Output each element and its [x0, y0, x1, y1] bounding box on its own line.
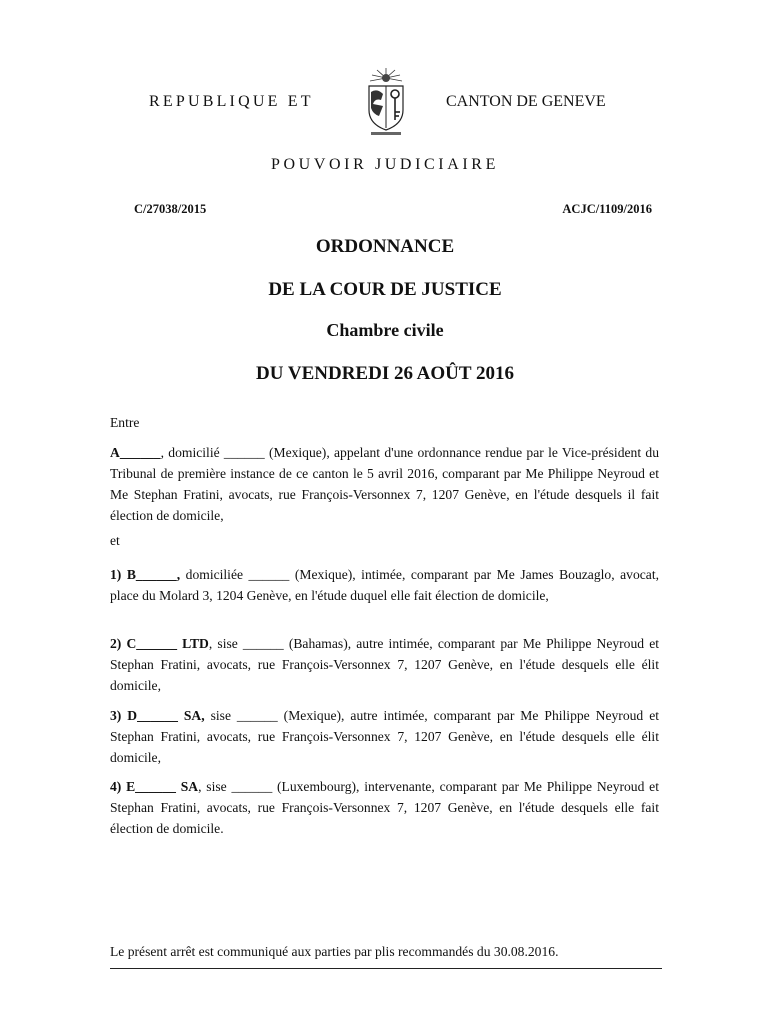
party-c-name: 2) C______ LTD: [110, 636, 209, 651]
party-e-paragraph: [110, 776, 659, 839]
title-ordonnance: ORDONNANCE: [315, 236, 455, 257]
party-b-name: 1) B______,: [110, 567, 181, 582]
geneva-coat-of-arms-icon: [361, 66, 411, 138]
party-d-paragraph: [110, 705, 659, 768]
party-c-paragraph: [110, 633, 659, 696]
party-b-paragraph: [110, 564, 659, 606]
header-republique-et: REPUBLIQUE ET: [149, 93, 314, 110]
title-chambre-civile: Chambre civile: [326, 320, 444, 340]
party-b-text: domiciliée ______ (Mexique), intimée, comparant par Me James Bouzaglo, avocat, place du Molard 3, 1204 Genève, en l'étude duquel elle fait élection de domicile,: [110, 567, 660, 603]
case-reference: C/27038/2015: [134, 202, 207, 216]
party-c-text: , sise ______ (Bahamas), autre intimée, comparant par Me Philippe Neyroud et Stephan Fratini, avocats, rue François-Versonnex 7, 1207 Genève, en l'étude desquels elle élit domicile,: [110, 636, 660, 693]
party-a-paragraph: [110, 442, 659, 526]
decision-reference: ACJC/1109/2016: [562, 202, 652, 216]
party-a-text: , domicilié ______ (Mexique), appelant d'une ordonnance rendue par le Vice-président du Tribunal de première instance de ce canton le 5 avril 2016, comparant par Me Philippe Neyroud et Me Stephan Fratini, avocats, rue François-Versonnex 7, 1207 Genève, en l'étude desquels il fait élection de domicile,: [110, 445, 659, 523]
footer-communication-note: Le présent arrêt est communiqué aux parties par plis recommandés du 30.08.2016.: [110, 944, 559, 959]
title-date: DU VENDREDI 26 AOÛT 2016: [256, 363, 514, 384]
party-d-text: sise ______ (Mexique), autre intimée, comparant par Me Philippe Neyroud et Stephan Fratini, avocats, rue François-Versonnex 7, 1207 Genève, en l'étude desquels elle élit domicile,: [110, 708, 659, 765]
party-d-name: 3) D______ SA,: [110, 708, 205, 723]
party-e-name: 4) E______ SA: [110, 779, 199, 794]
header-canton-de-geneve: CANTON DE GENEVE: [446, 93, 606, 110]
party-e-text: , sise ______ (Luxembourg), intervenante, comparant par Me Philippe Neyroud et Stephan Fratini, avocats, rue François-Versonnex 7, 1207 Genève, en l'étude desquels elle fait élection de domicile.: [110, 779, 659, 836]
title-cour-de-justice: DE LA COUR DE JUSTICE: [268, 279, 502, 300]
paragraph-et: et: [110, 533, 120, 548]
footer-divider: [110, 968, 662, 969]
paragraph-entre: Entre: [110, 415, 140, 430]
header-pouvoir-judiciaire: POUVOIR JUDICIAIRE: [271, 156, 499, 173]
party-a-name: A______: [110, 445, 161, 460]
